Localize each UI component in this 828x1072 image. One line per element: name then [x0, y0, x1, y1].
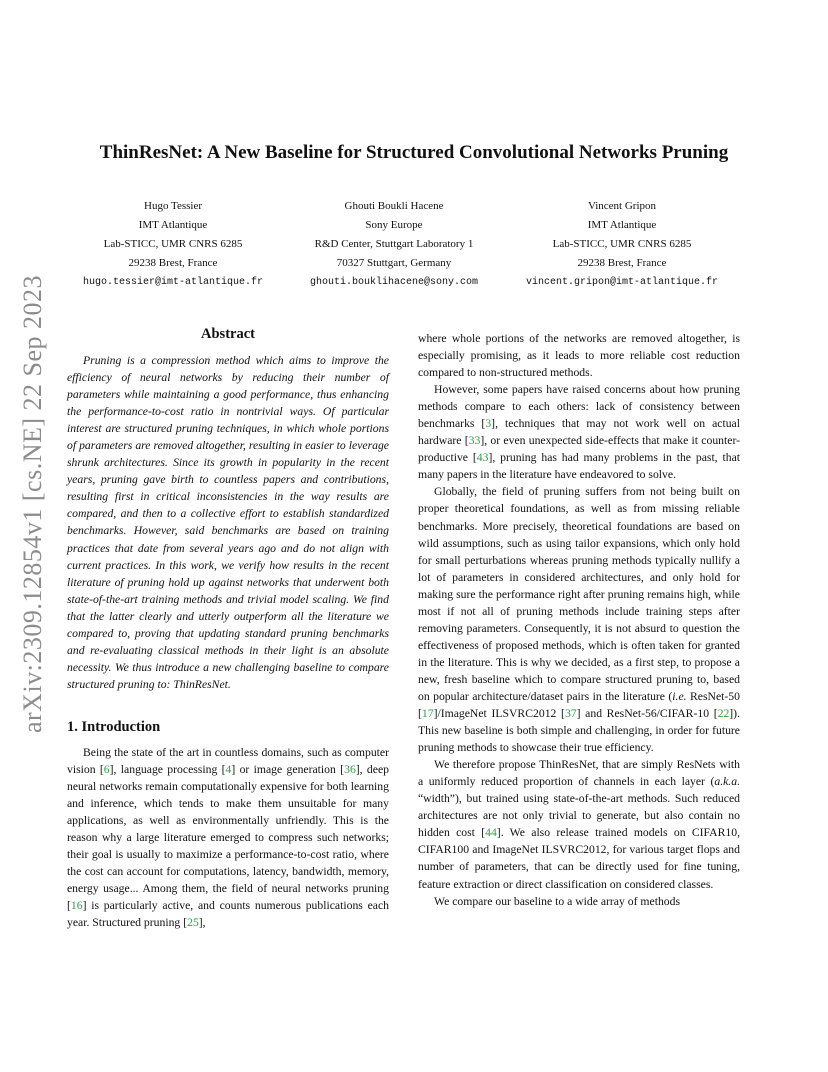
author-email: hugo.tessier@imt-atlantique.fr	[82, 277, 264, 288]
author-email: vincent.gripon@imt-atlantique.fr	[525, 277, 719, 288]
paper-title: ThinResNet: A New Baseline for Structured Convolutional Networks Pruning	[99, 142, 729, 163]
author-address: 29238 Brest, France	[128, 257, 218, 269]
author-email: ghouti.bouklihacene@sony.com	[309, 277, 479, 288]
author-2	[294, 197, 494, 292]
body-paragraph: However, some papers have raised concerns about how pruning methods compare to each others: lack of consistency between benchmarks [3], techniques that may not work well on actual hardware [33], or even unexpected side-effects that make it counter-productive [43], pruning has had many problems in the past, that many papers in the literature have endeavored to solve.	[418, 383, 741, 482]
author-lab: R&D Center, Stuttgart Laboratory 1	[314, 238, 474, 250]
author-affiliation: IMT Atlantique	[138, 219, 208, 231]
right-column	[418, 330, 740, 910]
author-lab: Lab-STICC, UMR CNRS 6285	[552, 238, 692, 250]
citation-link[interactable]: 6	[103, 762, 110, 776]
author-address: 70327 Stuttgart, Germany	[336, 257, 452, 269]
body-paragraph: We compare our baseline to a wide array of methods	[434, 894, 681, 908]
intro-paragraph: Being the state of the art in countless domains, such as computer vision [6], language processing [4] or image generation [36], deep neural networks remain computationally expensive for both learning and inference, which tends to make them unsuitable for many applications, as well as environmentally unfriendly. This is the reason why a large literature emerged to compress such networks; their goal is usually to maximize a performance-to-cost ratio, where the cost can account for computations, latency, bandwidth, memory, energy usage... Among them, the field of neural networks pruning [16] is particularly active, and counts numerous publications each year. Structured pruning [25],	[67, 745, 389, 930]
body-paragraph: where whole portions of the networks are removed altogether, is especially promising, as it leads to more reliable cost reduction compared to non-structured methods.	[418, 332, 740, 380]
citation-link[interactable]: 17	[421, 707, 434, 721]
citation-link[interactable]: 36	[344, 762, 356, 776]
section-heading-introduction: 1. Introduction	[67, 718, 161, 735]
citation-link[interactable]: 25	[187, 916, 199, 930]
author-affiliation: IMT Atlantique	[587, 219, 657, 231]
author-address: 29238 Brest, France	[577, 257, 667, 269]
author-1	[62, 197, 284, 292]
citation-link[interactable]: 4	[225, 762, 232, 776]
author-name: Vincent Gripon	[587, 200, 657, 212]
abstract-heading: Abstract	[201, 326, 255, 342]
citation-link[interactable]: 43	[476, 451, 489, 465]
citation-link[interactable]: 22	[717, 707, 730, 721]
left-column	[67, 326, 389, 931]
author-lab: Lab-STICC, UMR CNRS 6285	[103, 238, 243, 250]
citation-link[interactable]: 37	[564, 707, 577, 721]
arxiv-watermark	[8, 258, 58, 750]
author-affiliation: Sony Europe	[365, 219, 423, 231]
body-paragraph: Globally, the field of pruning suffers from not being built on proper theoretical foundations, as well as from missing reliable benchmarks. More precisely, theoretical foundations are based on wild assumptions, such as using tailor expansions, which only hold for small perturbations whereas pruning methods typically nullify a lot of parameters in considered architectures, and only hold for making sure the performance right after pruning remains high, while most if not all of pruning methods include training steps after removing parameters. Consequently, it is not absurd to question the effectiveness of proposed methods, which is often taken for granted in the literature. This is why we decided, as a first step, to propose a new, fresh baseline which to compare structured pruning to, based on popular architecture/dataset pairs in the literature (i.e. ResNet-50 [17]/ImageNet ILSVRC2012 [37] and ResNet-56/CIFAR-10 [22]). This new baseline is both simple and challenging, in order for future pruning methods to showcase their true efficiency.	[418, 485, 740, 755]
arxiv-id: arXiv:2309.12854v1 [cs.NE] 22 Sep 2023	[18, 274, 47, 734]
citation-link[interactable]: 3	[485, 417, 492, 431]
author-name: Ghouti Boukli Hacene	[344, 200, 444, 212]
citation-link[interactable]: 33	[468, 434, 481, 448]
abstract-text: Pruning is a compression method which aims to improve the efficiency of neural networks by reducing their number of parameters while maintaining a good performance, thus enhancing the performance-to-cost ratio in nontrivial ways. Of particular interest are structured pruning techniques, in which whole portions of parameters are removed altogether, resulting in easier to leverage shrunk architectures. Since its growth in popularity in the recent years, pruning gave birth to countless papers and contributions, resulting first in critical inconsistencies in the way results are compared, and then to a collective effort to establish standardized benchmarks. However, said benchmarks are based on training practices that date from several years ago and do not align with current practices. In this work, we verify how results in the recent literature of pruning hold up against networks that underwent both state-of-the-art training methods and trivial model scaling. We find that the latter clearly and utterly outperform all the literature we compared to, proving that updating standard pruning benchmarks and re-evaluating classical methods in their light is an absolute necessity. We thus introduce a new challenging baseline to compare structured pruning to: ThinResNet.	[67, 354, 389, 691]
author-3	[502, 197, 742, 292]
body-paragraph: We therefore propose ThinResNet, that are simply ResNets with a uniformly reduced proportion of channels in each layer (a.k.a. “width”), but trained using state-of-the-art methods. Such reduced architectures are not only trivial to generate, but also contain no hidden cost [44]. We also release trained models on CIFAR10, CIFAR100 and ImageNet ILSVRC2012, for various target flops and number of parameters, that can be directly used for fine tuning, feature extraction or direct classification on considered classes.	[418, 758, 741, 891]
citation-link[interactable]: 16	[70, 899, 83, 913]
citation-link[interactable]: 44	[485, 826, 497, 840]
author-name: Hugo Tessier	[144, 200, 202, 212]
